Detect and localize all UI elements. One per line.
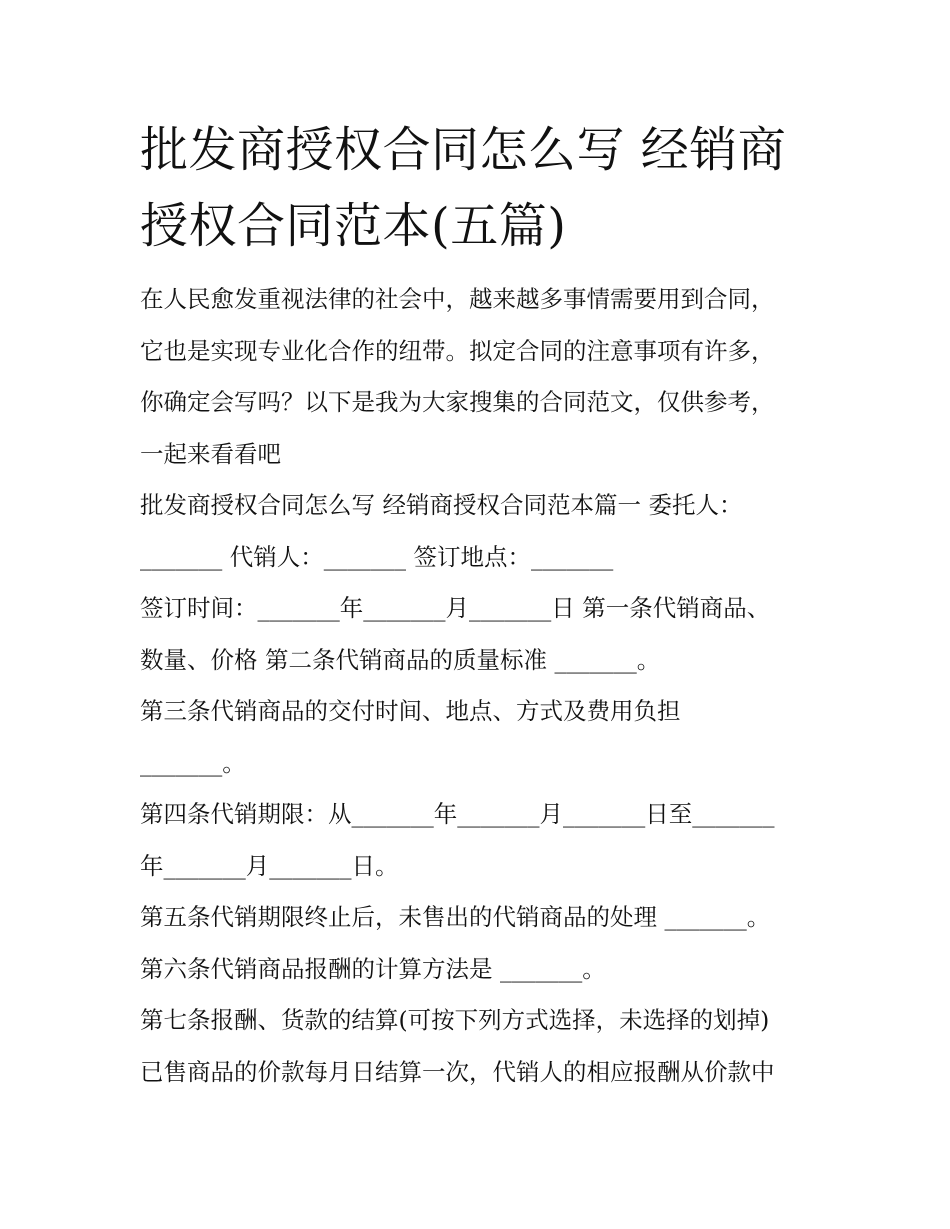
paragraph-line: 在人民愈发重视法律的社会中，越来越多事情需要用到合同，: [140, 285, 775, 313]
paragraph-line: 签订时间：_______年_______月_______日 第一条代销商品、: [140, 594, 771, 622]
paragraph-line: 它也是实现专业化合作的纽带。拟定合同的注意事项有许多，: [140, 336, 775, 365]
paragraph-line: 第七条报酬、货款的结算(可按下列方式选择，未选择的划掉): [140, 1006, 770, 1034]
paragraph-line: 年_______月_______日。: [140, 851, 399, 880]
paragraph-line: 第六条代销商品报酬的计算方法是 _______。: [140, 954, 606, 983]
title-line-1: 批发商授权合同怎么写 经销商: [140, 122, 787, 178]
paragraph-line: 已售商品的价款每月日结算一次，代销人的相应报酬从价款中: [140, 1057, 775, 1086]
paragraph-line: 数量、价格 第二条代销商品的质量标准 _______。: [140, 645, 661, 674]
title-line-2: 授权合同范本(五篇): [140, 198, 567, 254]
paragraph-line: _______。: [140, 748, 246, 777]
paragraph-line: 你确定会写吗？以下是我为大家搜集的合同范文，仅供参考，: [140, 388, 775, 416]
paragraph-line: 批发商授权合同怎么写 经销商授权合同范本篇一 委托人：: [140, 491, 743, 519]
document-body: [140, 274, 830, 1098]
paragraph-line: 第三条代销商品的交付时间、地点、方式及费用负担: [140, 697, 681, 725]
paragraph-line: _______ 代销人：_______ 签订地点：_______: [140, 542, 614, 571]
paragraph-line: 一起来看看吧: [140, 439, 281, 468]
document-title: [140, 112, 830, 264]
paragraph-line: 第四条代销期限：从_______年_______月_______日至_______: [140, 800, 775, 828]
paragraph-line: 第五条代销期限终止后，未售出的代销商品的处理 _______。: [140, 903, 771, 931]
